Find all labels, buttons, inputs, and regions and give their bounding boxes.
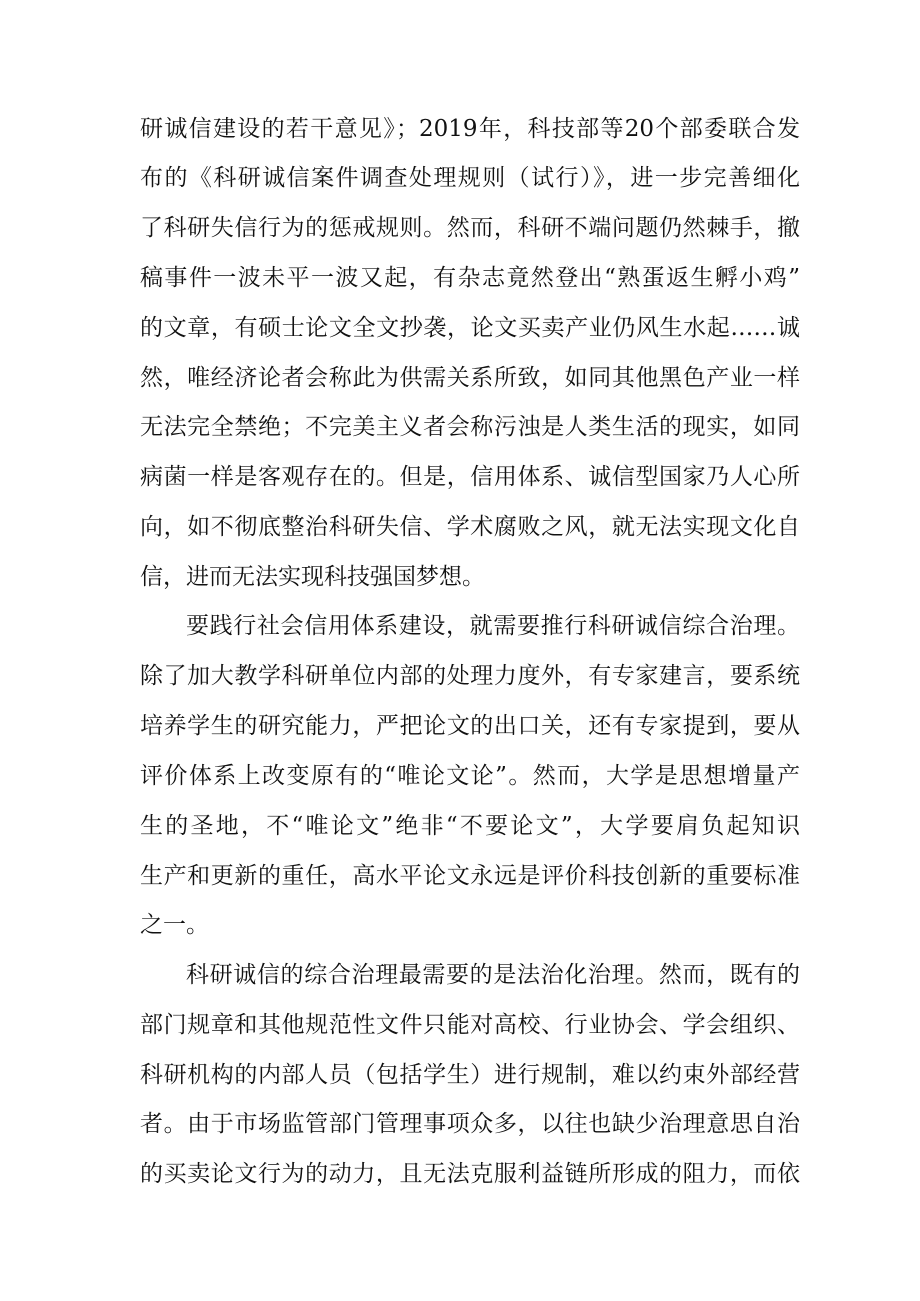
- text-line: 生的圣地，不“唯论文”绝非“不要论文”，大学要肩负起知识: [140, 813, 800, 839]
- text-line: 部门规章和其他规范性文件只能对高校、行业协会、学会组织、: [140, 1012, 800, 1038]
- text-line: 评价体系上改变原有的“唯论文论”。然而，大学是思想增量产: [140, 763, 800, 789]
- text-line: 无法完全禁绝；不完美主义者会称污浊是人类生活的现实，如同: [140, 414, 800, 440]
- text-line: 的文章，有硕士论文全文抄袭，论文买卖产业仍风生水起……诚: [140, 315, 800, 341]
- text-line: 病菌一样是客观存在的。但是，信用体系、诚信型国家乃人心所: [140, 464, 800, 490]
- text-line: 科研诚信的综合治理最需要的是法治化治理。然而，既有的: [186, 962, 800, 988]
- text-line: 的买卖论文行为的动力，且无法克服利益链所形成的阻力，而依: [140, 1161, 800, 1187]
- text-line: 向，如不彻底整治科研失信、学术腐败之风，就无法实现文化自: [140, 514, 800, 540]
- text-line: 之一。: [140, 912, 209, 938]
- text-line: 了科研失信行为的惩戒规则。然而，科研不端问题仍然棘手，撤: [140, 215, 800, 241]
- text-line: 除了加大教学科研单位内部的处理力度外，有专家建言，要系统: [140, 663, 800, 689]
- text-line: 培养学生的研究能力，严把论文的出口关，还有专家提到，要从: [140, 713, 800, 739]
- text-line: 研诚信建设的若干意见》；2019年，科技部等20个部委联合发: [140, 116, 800, 142]
- text-line: 要践行社会信用体系建设，就需要推行科研诚信综合治理。: [186, 613, 800, 639]
- text-line: 者。由于市场监管部门管理事项众多，以往也缺少治理意思自治: [140, 1111, 800, 1137]
- text-line: 信，进而无法实现科技强国梦想。: [140, 564, 485, 590]
- text-line: 稿事件一波未平一波又起，有杂志竟然登出“熟蛋返生孵小鸡”: [140, 265, 800, 291]
- text-line: 生产和更新的重任，高水平论文永远是评价科技创新的重要标准: [140, 863, 800, 889]
- text-line: 然，唯经济论者会称此为供需关系所致，如同其他黑色产业一样: [140, 365, 800, 391]
- text-line: 布的《科研诚信案件调查处理规则（试行）》，进一步完善细化: [140, 165, 800, 191]
- text-line: 科研机构的内部人员（包括学生）进行规制，难以约束外部经营: [140, 1062, 800, 1088]
